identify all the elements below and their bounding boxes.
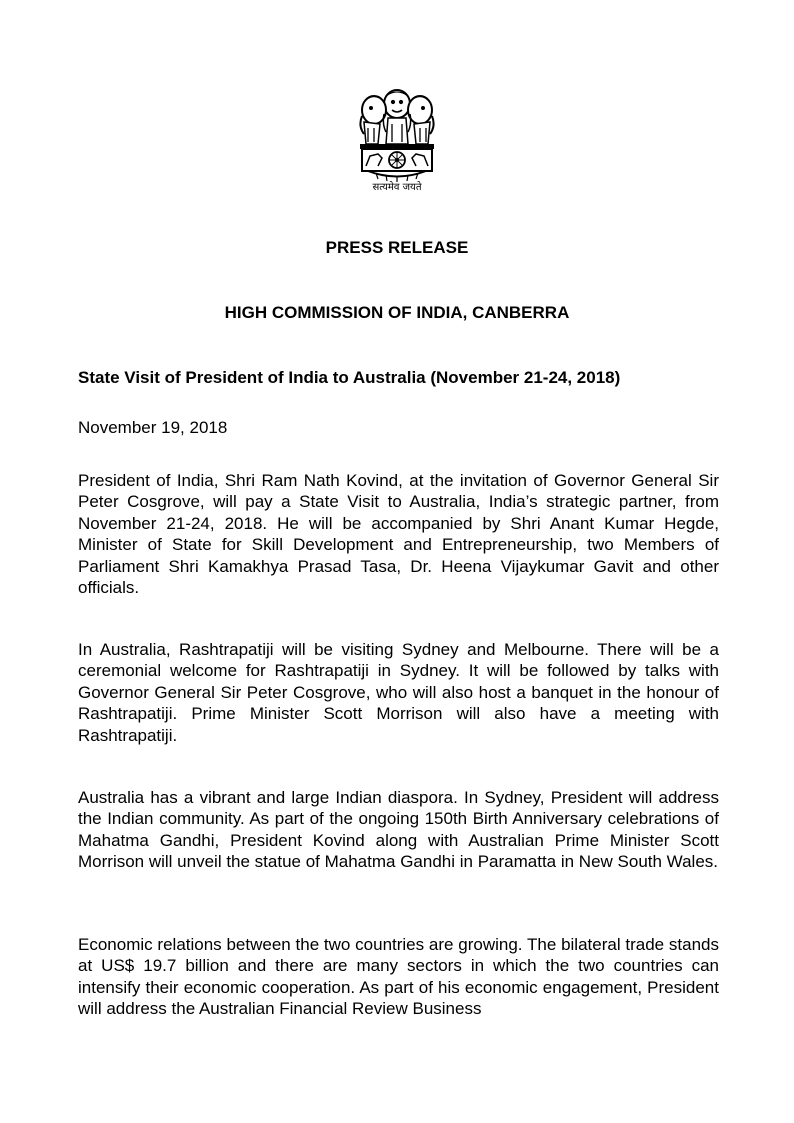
state-emblem — [348, 86, 446, 198]
emblem-motto: सत्यमेव जयते — [372, 182, 422, 193]
paragraph-programme: In Australia, Rashtrapatiji will be visiting Sydney and Melbourne. There will be a ceremonial welcome for Rashtrapatiji in Sydney. It will be followed by talks with Governor General Sir Peter Cosgrove, who will also host a banquet in the honour of Rashtrapatiji. Prime Minister Scott Morrison will also have a meeting with Rashtrapatiji. — [78, 640, 719, 745]
release-date: November 19, 2018 — [78, 418, 228, 437]
press-release-heading: PRESS RELEASE — [325, 238, 469, 257]
paragraph-diaspora: Australia has a vibrant and large Indian diaspora. In Sydney, President will address the Indian community. As part of the ongoing 150th Birth Anniversary celebrations of Mahatma Gandhi, President Kovind along with Australian Prime Minister Scott Morrison will unveil the statue of Mahatma Gandhi in Paramatta in New South Wales. — [78, 788, 719, 872]
subject-line: State Visit of President of India to Australia (November 21-24, 2018) — [78, 368, 621, 387]
paragraph-economic: Economic relations between the two countries are growing. The bilateral trade stands at US$ 19.7 billion and there are many sectors in which the two countries can intensify their economic cooperation. As part of his economic engagement, President will address the Australian Financial Review Business — [78, 935, 719, 1019]
office-heading: HIGH COMMISSION OF INDIA, CANBERRA — [224, 303, 570, 322]
state-emblem-icon — [348, 86, 446, 182]
paragraph-visit: President of India, Shri Ram Nath Kovind, at the invitation of Governor General Sir Peter Cosgrove, will pay a State Visit to Australia, India’s strategic partner, from November 21-24, 2018. He will be accompanied by Shri Anant Kumar Hegde, Minister of State for Skill Development and Entrepreneurship, two Members of Parliament Shri Kamakhya Prasad Tasa, Dr. Heena Vijaykumar Gavit and other officials. — [78, 471, 719, 598]
